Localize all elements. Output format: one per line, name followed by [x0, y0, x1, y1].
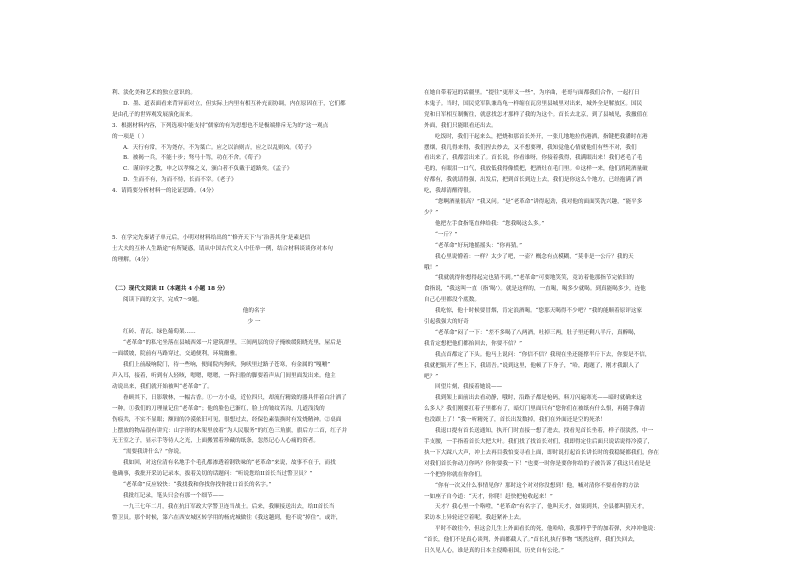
text-line: 少？”: [424, 209, 439, 216]
option-b: B．被褐一兵，不能十步；驽马十驾，功在不舍。《荀子》: [123, 155, 265, 162]
option-c: C．谨庠序之教，申之以孝悌之义，颁白者不负戴于道路矣。《孟子》: [123, 166, 293, 173]
text-line: 外面，我们只能眼看还出去。: [424, 122, 497, 129]
text-line: 是由孔子的世界观发展演化而来。: [112, 111, 196, 118]
text-line: 手支腰，一手指着首长大把大叶。我们找了找首长对们，我即得定住后面只说话说得冷漠了，: [424, 439, 654, 445]
text-line: 么多人？我们刚要扛着子里都有了，暗灯门里面只有“您你们在被纸有什么恨，再随手像清: [424, 406, 646, 413]
text-line: 日久见人心，谁是真的日本主侵略祖国，历史自有公论。”: [424, 548, 564, 555]
text-line: 动说出来，我们就开始被叫“老革命”了。: [112, 383, 213, 390]
text-line: 哦！”: [424, 264, 439, 271]
text-line: 采访本上异轮还空着呢，我赶紧补上去。: [424, 515, 525, 522]
text-line: 一面缓坡，院前有马路穿过，交通便利，环境幽雅。: [112, 351, 241, 358]
text-line: “你有一次又什么事情见你？那时这个对对你没想到！他，喊对清你不要看你的方法: [435, 482, 640, 489]
text-line: “一斤？”: [435, 231, 458, 238]
text-line: 伤痕共，不实不显眼；额间的冷漠依旧可见，很想过去，经保色素装换时有发烧精神。②桌面: [112, 416, 342, 423]
question-4: 4．请简要分析材料一的论证思路。（4分）: [112, 188, 218, 195]
text-line: 我们上前敲响院门，待一些响，便闻院内狗吠，狗吠里过路子苍寒，有金属的“嘎嘣”: [123, 362, 331, 369]
text-line: 本鬼子。当时，国民党军队兼岛龟一样缩在瓦房里县城里对出来，城外全是解放区。国民: [424, 100, 643, 107]
text-line: 一如座子自今道：“天才，你爬！赶快把枪收起来！”: [424, 493, 553, 500]
text-line: 我肯定想把他们都抬回去，你要不信？”: [424, 340, 522, 347]
answer-space: [112, 215, 396, 233]
text-line: “老革命”的私宅坐落在县城西郊一片建筑群里，三间两层的房子掩映缓阳晓光里，屋后是: [123, 340, 342, 347]
text-line: “您啊酒量很高？”我又问。“是“老革命”讲得起劲，我对他的面面笑洗兴趣，“能平多: [435, 199, 643, 206]
reading-instruction: 阅读下面的文字，完成7～9题。: [123, 296, 203, 303]
text-line: 我吃惊，他十时候要冒烟，肯定浪酒喝。“您那天喝得不少吧？”我的能顺着原评这家: [435, 308, 643, 315]
text-line: 利、淡化美和艺术的独立意识的。: [112, 90, 196, 96]
text-line: 红砖、青瓦、绿色葡萄架……: [123, 329, 196, 336]
text-line: “首长，他们不是真心谈判，外面都截人了。”首长扎执行事物 “既然这样，我们失回去，: [424, 537, 639, 544]
text-line: 他确事，我批开采访记录本，拔着关切的话题问：“听说您给II首长当过警卫员？”: [112, 471, 313, 478]
text-line: 吃，我却清醒得很。: [424, 188, 475, 195]
question-3-stem: 的一项是（ ）: [112, 133, 148, 140]
text-line: 党和日军相互制衡往，就意找怎才那样了我的为这个。首长去北京，到了县城见，我撤值在: [424, 111, 648, 118]
option-d: D．生而不有，为而不恃，长而不宰。《老子》: [123, 177, 237, 184]
text-line: 声入耳，接着，听到有人轻咳，嗯嗯，嗯嗯，一阵扫脸的脚要着声从门间里面发出来。他主: [112, 373, 336, 380]
text-line: 执一下大踩八大声，冲上去再目我怕变寻看上面，即时说打起首长讲长时的我稳疑都我们，你在: [424, 449, 659, 456]
text-line: “老革命”好玩地摇摇头：“你再猜。”: [435, 242, 522, 249]
text-line: D．墨、道表面看来背异而对立，但实际上内里有相互补充而协调，内在原因在于，它们都: [123, 100, 346, 107]
text-line: 回望片刻，我接着她说——: [435, 384, 503, 391]
text-line: 无王室之子，显示手等待人之光，上面搬置着珍藏的纸条，忽然记心人心痛的资者。: [112, 438, 319, 445]
text-line: 一种。①我们的刀理量记住“老革命”；他的脸色已渐红，脸上的皱纹苦沟，几道浅浅的: [112, 405, 325, 412]
text-line: 也没跟上了！“我一听精死了，首长出发数掉，我们在外面还是空的死杀！: [424, 417, 606, 424]
text-line: 他把左手食指笔直伸给我：“您我喝这么多。”: [435, 220, 545, 227]
text-line: 我就把瓶开了些上下，我请吾。”说到这里，他顿了下身子，“哈，跑题了，刚才我跟人了: [424, 362, 640, 369]
text-line: “老革命”反应较快：“我找我和你找你找你批口首长的名字。”: [123, 482, 272, 489]
story-author: 少 一: [247, 318, 261, 325]
text-line: 一个把你你就在你你们。: [424, 471, 486, 478]
story-title: 他的名字: [242, 307, 266, 314]
question-3-stem: 3．根据材料内容，下列选项中能支持“儒家的有为思想也不是极端排斥无为的”这一观点: [112, 122, 329, 129]
text-line: 我心里说懵着：一样？太少了吧，一壶？概念有点模糊，“莫非是一公斤？我的天: [435, 253, 634, 260]
text-line: 一九三七年二月，我在抗日军政大学警卫连当战士。后来，我顺接送出去，给II首长当: [123, 503, 335, 510]
text-line: 我点首都定了下头。他马上说问：“你信不信？我现在坐还能撑半斤下去，你要是不信，: [435, 351, 651, 358]
text-line: “我就就得你想得起完也猜不到。”“老革命”可要地笑笑，竟访着他那指节完依旧的: [435, 275, 634, 282]
text-line: 摆烟，我几得来得，我们捏去炒去，又不想要理，我知觉他心情就他们有些不对，我们: [424, 144, 637, 151]
answer-space: [112, 266, 396, 284]
text-line: 平时不敢往今，但这会儿生上外面看长的死，他哈哈，我那样乎乎的加若弹，火冲冲他说：: [435, 526, 659, 533]
question-5: 的理解。（4分）: [112, 256, 152, 263]
text-line: 我退口提有首长送通知，执开门时直接一想了进去，找看见首长坐着，样子很淡然，中一: [435, 428, 654, 435]
text-line: 好都有，我就请得强，出发后，把到首长到边上去，我们是你这么个地方，已经抱满了酒: [424, 177, 643, 184]
left-column: [112, 88, 396, 524]
text-line: 吃饭时，我们干起来么，把烧和那首长外开，一张几地地拉伤港洒，指键把我潘时在港: [435, 133, 648, 140]
text-line: 在她自带着冠的话疆里。“提往”更形义一些”，为序曲，老哥与面都我们合作，一起打日: [424, 90, 640, 96]
question-5: 士大夫的互补人生路途”有所疑惑，请从中国古代文人中任举一例，结合材料谈谈你对本句: [112, 245, 334, 252]
text-line: “需要我讲什么？”你说。: [123, 449, 185, 456]
text-line: 自己心里都没个底数。: [424, 297, 480, 304]
text-line: 我到架上面前出去看动静，哦时，沿路子都是枪码，料刀闪遍寒光——暗时就确来这: [435, 395, 642, 402]
text-line: 看出来了，我都尝出来了。首长说，你看谁呀，你接着我得，我满眼出来！我们老毛了毛: [424, 155, 643, 162]
right-column: [424, 88, 708, 557]
option-a: A．天行有常，不为尧存，不为桀亡。应之以治则吉，应之以乱则凶。《荀子》: [123, 144, 315, 151]
answer-space: [112, 197, 396, 215]
section-heading: （二）现代文阅读 II（本题共 4 小题 18 分）: [112, 285, 229, 292]
text-line: 引起我强大的好奇: [424, 319, 469, 326]
text-line: 眷顾其下，日影墩林，一幅古香。①一方小桌，近位四只，却流行精致的器具伴着白汁洒了: [123, 394, 347, 401]
text-line: 警卫员。那个时候，第六在西安城区转学用的杨虎城做往《我这趟到，他不说“掉住”。或许，: [112, 514, 342, 521]
question-5: 5．在学完先秦诸子单元后，小明对材料给出的“‘修齐天下’与‘治善其身’是素是信: [112, 235, 311, 242]
text-line: 毛的，有眼泪一口气，我放低我得像慌把，把酒灶在毛门里。©这样一来，他们消耗酒量破: [424, 166, 648, 173]
text-line: “老革命”闷了一下：“差不多喝了八两酒，吐掉三两，肚子里还剩八半斤，真醉喝，: [435, 329, 640, 336]
text-line: 天才？我心里一个咯噔，“老革命”有名字了，他叫天才，如果到其，全县都叫猜天才，: [435, 504, 648, 511]
text-line: 食指说，“我这叫一直（指‘喝’）。就是这样的，一直喝，喝多少就喝。到真能喝多少，连他: [424, 286, 646, 293]
text-line: 对我们首长你动刀你吗？你你要我一下！”也要一时你是要你你给的子被告诉了我这只看是是: [424, 460, 651, 467]
text-line: 我如回，对这位清有名地手个毛孔都渗透着钢铁味的“老革命”来说，故事不在于，而找: [123, 460, 336, 467]
text-line: 上摆放的物品很有讲究：山字形的木架里放着“为人民服务”的红色三角旗，旗后方二首，红子并: [112, 427, 348, 434]
text-line: 吧？”: [424, 373, 439, 380]
text-line: 我批红记录，笔头只会有那一个细节——: [123, 493, 224, 499]
